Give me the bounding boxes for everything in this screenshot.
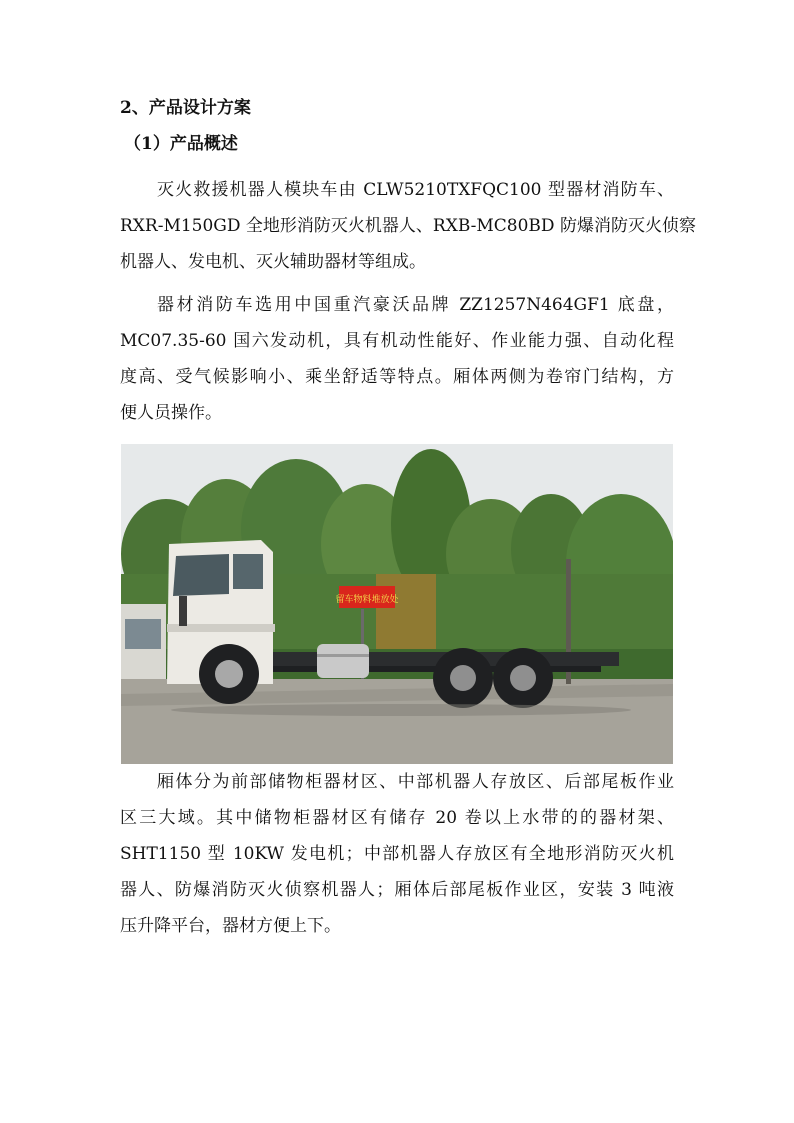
subsection-heading: （1）产品概述	[124, 134, 238, 154]
paragraph-line: 压升降平台，器材方便上下。	[120, 916, 341, 936]
paragraph-line: 区三大域。其中储物柜器材区有储存 20 卷以上水带的的器材架、	[120, 808, 674, 828]
paragraph-line: MC07.35-60 国六发动机，具有机动性能好、作业能力强、自动化程	[120, 331, 674, 351]
paragraph-composition	[120, 172, 696, 280]
paragraph-line: SHT1150 型 10KW 发电机；中部机器人存放区有全地形消防灭火机	[120, 844, 674, 864]
paragraph-line: 厢体分为前部储物柜器材区、中部机器人存放区、后部尾板作业	[157, 772, 674, 792]
paragraph-line: 度高、受气候影响小、乘坐舒适等特点。厢体两侧为卷帘门结构，方	[120, 367, 674, 387]
paragraph-line: 器材消防车选用中国重汽豪沃品牌 ZZ1257N464GF1 底盘，	[157, 295, 674, 315]
paragraph-line: 便人员操作。	[120, 403, 222, 423]
paragraph-chassis	[120, 287, 674, 431]
section-heading: 2、产品设计方案	[120, 98, 251, 118]
paragraph-line: 灭火救援机器人模块车由 CLW5210TXFQC100 型器材消防车、	[157, 180, 674, 200]
truck-frame	[241, 652, 619, 666]
paragraph-line: 机器人、发电机、灭火辅助器材等组成。	[120, 252, 426, 272]
truck-fuel-tank	[317, 644, 369, 678]
paragraph-compartments	[120, 764, 674, 944]
photo-sign-text: 留车物料堆放处	[335, 595, 399, 605]
paragraph-line: 器人、防爆消防灭火侦察机器人；厢体后部尾板作业区，安装 3 吨液	[120, 880, 674, 900]
truck-chassis-photo	[121, 444, 673, 764]
paragraph-line: RXR-M150GD 全地形消防灭火机器人、RXB-MC80BD 防爆消防灭火侦察	[120, 216, 696, 236]
